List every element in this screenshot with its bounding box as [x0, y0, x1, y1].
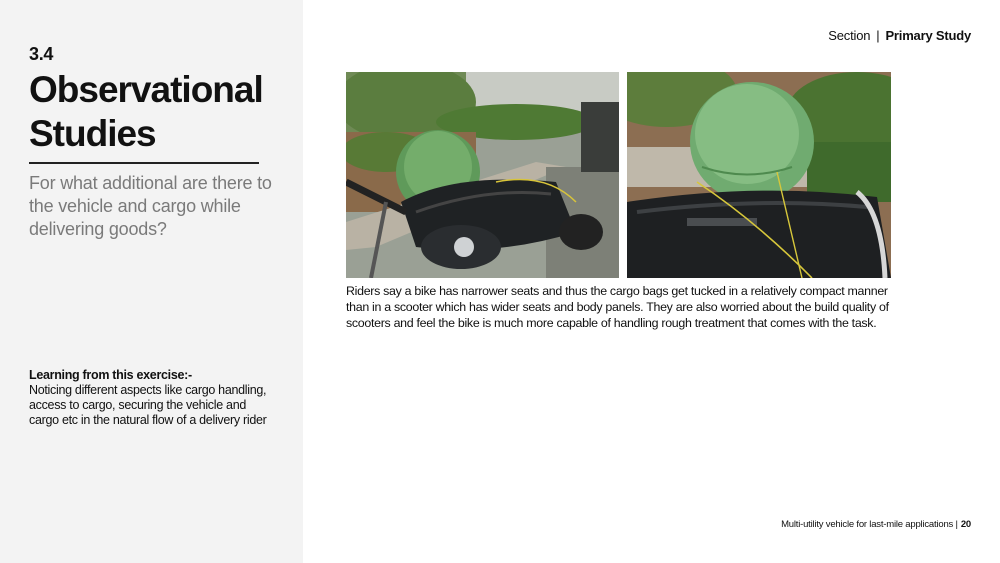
- photo-bike-cargo-wide: [346, 72, 619, 278]
- footer-project: Multi-utility vehicle for last-mile applications: [781, 519, 954, 530]
- footer: [781, 519, 971, 530]
- photo-bike-cargo-closeup-illustration: [627, 72, 891, 278]
- section-label: Section: [828, 28, 871, 43]
- page-title: Observational Studies: [29, 69, 263, 154]
- section-header: [828, 28, 971, 43]
- photo-bike-cargo-wide-illustration: [346, 72, 619, 278]
- section-name: Primary Study: [885, 28, 971, 43]
- photo-caption: Riders say a bike has narrower seats and thus the cargo bags get tucked in a relatively compact manner than in a scooter which has wider seats and body panels. They are also worried about the build quality of scooters and feel the bike is much more capable of handling rough treatment that comes with the task.: [346, 284, 889, 330]
- photo-bike-cargo-closeup: [627, 72, 891, 278]
- title-divider: [29, 162, 259, 164]
- footer-separator: |: [955, 519, 958, 530]
- header-separator: |: [876, 28, 880, 43]
- section-number: 3.4: [29, 44, 54, 64]
- section-question: For what additional are there to the vehicle and cargo while delivering goods?: [29, 173, 272, 239]
- page-number: 20: [960, 519, 971, 530]
- learning-heading: Learning from this exercise:-: [29, 368, 192, 382]
- learning-body: Noticing different aspects like cargo handling, access to cargo, securing the vehicle and cargo etc in the natural flow of a delivery rider: [29, 383, 267, 427]
